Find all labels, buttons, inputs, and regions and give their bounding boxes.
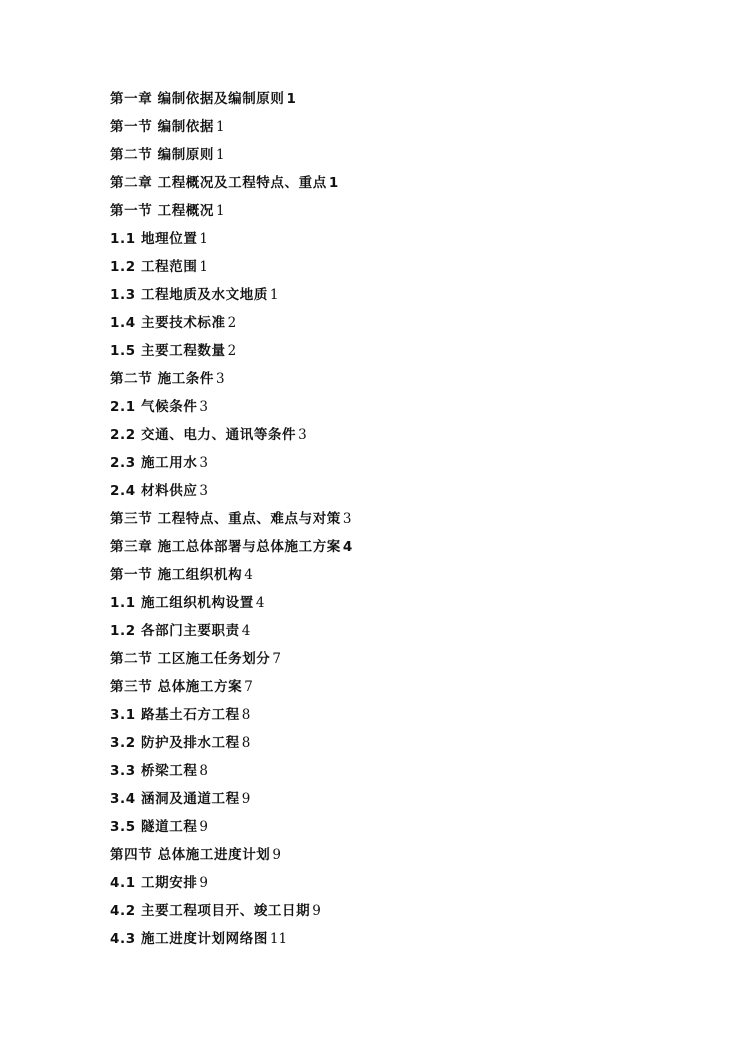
toc-entry-title: 3.2 防护及排水工程 [110,735,240,751]
table-of-contents [110,88,352,956]
toc-entry-page: 9 [199,819,209,835]
toc-entry [110,760,352,788]
toc-entry-title: 第一章 编制依据及编制原则 [110,91,285,107]
toc-entry [110,732,352,760]
toc-entry-title: 4.1 工期安排 [110,875,198,891]
toc-entry-title: 1.4 主要技术标准 [110,315,226,331]
toc-entry-page: 8 [241,735,251,751]
toc-entry [110,368,352,396]
toc-entry-title: 2.4 材料供应 [110,483,198,499]
toc-entry-title: 第三节 工程特点、重点、难点与对策 [110,511,341,527]
toc-entry [110,844,352,872]
toc-entry [110,536,352,564]
toc-entry [110,508,352,536]
toc-entry-page: 1 [216,147,225,163]
toc-entry-title: 3.1 路基土石方工程 [110,707,240,723]
toc-entry-title: 第二节 编制原则 [110,147,214,163]
toc-entry-page: 4 [255,595,265,611]
toc-entry-page: 9 [312,903,321,919]
toc-entry-title: 第二章 工程概况及工程特点、重点 [110,175,327,191]
toc-entry-page: 3 [298,427,307,443]
toc-entry-title: 4.2 主要工程项目开、竣工日期 [110,903,311,919]
toc-entry [110,256,352,284]
toc-entry-title: 3.3 桥梁工程 [110,763,198,779]
toc-entry-title: 3.4 涵洞及通道工程 [110,791,240,807]
toc-entry-title: 第四节 总体施工进度计划 [110,847,271,863]
toc-entry-page: 8 [199,763,209,779]
toc-entry [110,592,352,620]
toc-entry [110,116,352,144]
toc-entry-title: 第三章 施工总体部署与总体施工方案 [110,539,341,555]
toc-entry-title: 4.3 施工进度计划网络图 [110,931,268,947]
toc-entry-page: 1 [216,203,225,219]
toc-entry-page: 9 [199,875,209,891]
toc-entry-page: 2 [227,315,237,331]
toc-entry-page: 4 [244,567,253,583]
toc-entry [110,452,352,480]
toc-entry-title: 第二节 施工条件 [110,371,214,387]
toc-entry-page: 7 [272,651,281,667]
toc-entry-title: 第一节 编制依据 [110,119,214,135]
toc-entry [110,816,352,844]
toc-entry-title: 1.2 各部门主要职责 [110,623,240,639]
toc-entry-title: 2.2 交通、电力、通讯等条件 [110,427,297,443]
toc-entry-title: 1.3 工程地质及水文地质 [110,287,268,303]
toc-entry-page: 7 [244,679,253,695]
toc-entry-page: 4 [342,539,353,555]
toc-entry-title: 第一节 施工组织机构 [110,567,243,583]
toc-entry-page: 9 [272,847,281,863]
toc-entry-title: 第一节 工程概况 [110,203,214,219]
toc-entry-page: 1 [328,175,339,191]
toc-entry [110,676,352,704]
toc-entry-page: 3 [199,455,209,471]
toc-entry [110,620,352,648]
toc-entry-page: 1 [286,91,296,107]
toc-entry-title: 2.3 施工用水 [110,455,198,471]
toc-entry [110,704,352,732]
toc-entry [110,144,352,172]
toc-entry-page: 9 [241,791,251,807]
toc-entry-page: 2 [227,343,237,359]
toc-entry [110,480,352,508]
toc-entry-page: 3 [342,511,352,527]
toc-entry [110,928,352,956]
toc-entry-page: 3 [216,371,225,387]
toc-entry-title: 2.1 气候条件 [110,399,198,415]
toc-entry-title: 1.1 地理位置 [110,231,198,247]
toc-entry-page: 3 [199,399,209,415]
toc-entry-title: 1.5 主要工程数量 [110,343,226,359]
toc-entry [110,284,352,312]
toc-entry-title: 3.5 隧道工程 [110,819,198,835]
toc-entry [110,312,352,340]
toc-entry [110,648,352,676]
toc-entry-title: 第二节 工区施工任务划分 [110,651,271,667]
toc-entry [110,172,352,200]
toc-entry [110,564,352,592]
toc-entry-page: 1 [216,119,225,135]
toc-entry [110,228,352,256]
toc-entry [110,340,352,368]
toc-entry-page: 1 [199,231,209,247]
toc-entry-page: 4 [241,623,251,639]
toc-entry-title: 第三节 总体施工方案 [110,679,243,695]
toc-entry [110,900,352,928]
toc-entry [110,424,352,452]
toc-entry-page: 11 [269,931,288,947]
toc-entry-title: 1.2 工程范围 [110,259,198,275]
toc-entry-page: 1 [199,259,209,275]
toc-entry [110,788,352,816]
toc-entry [110,396,352,424]
toc-entry [110,200,352,228]
toc-entry-title: 1.1 施工组织机构设置 [110,595,254,611]
toc-entry-page: 8 [241,707,251,723]
toc-entry-page: 3 [199,483,209,499]
toc-entry [110,872,352,900]
toc-entry [110,88,352,116]
toc-entry-page: 1 [269,287,279,303]
